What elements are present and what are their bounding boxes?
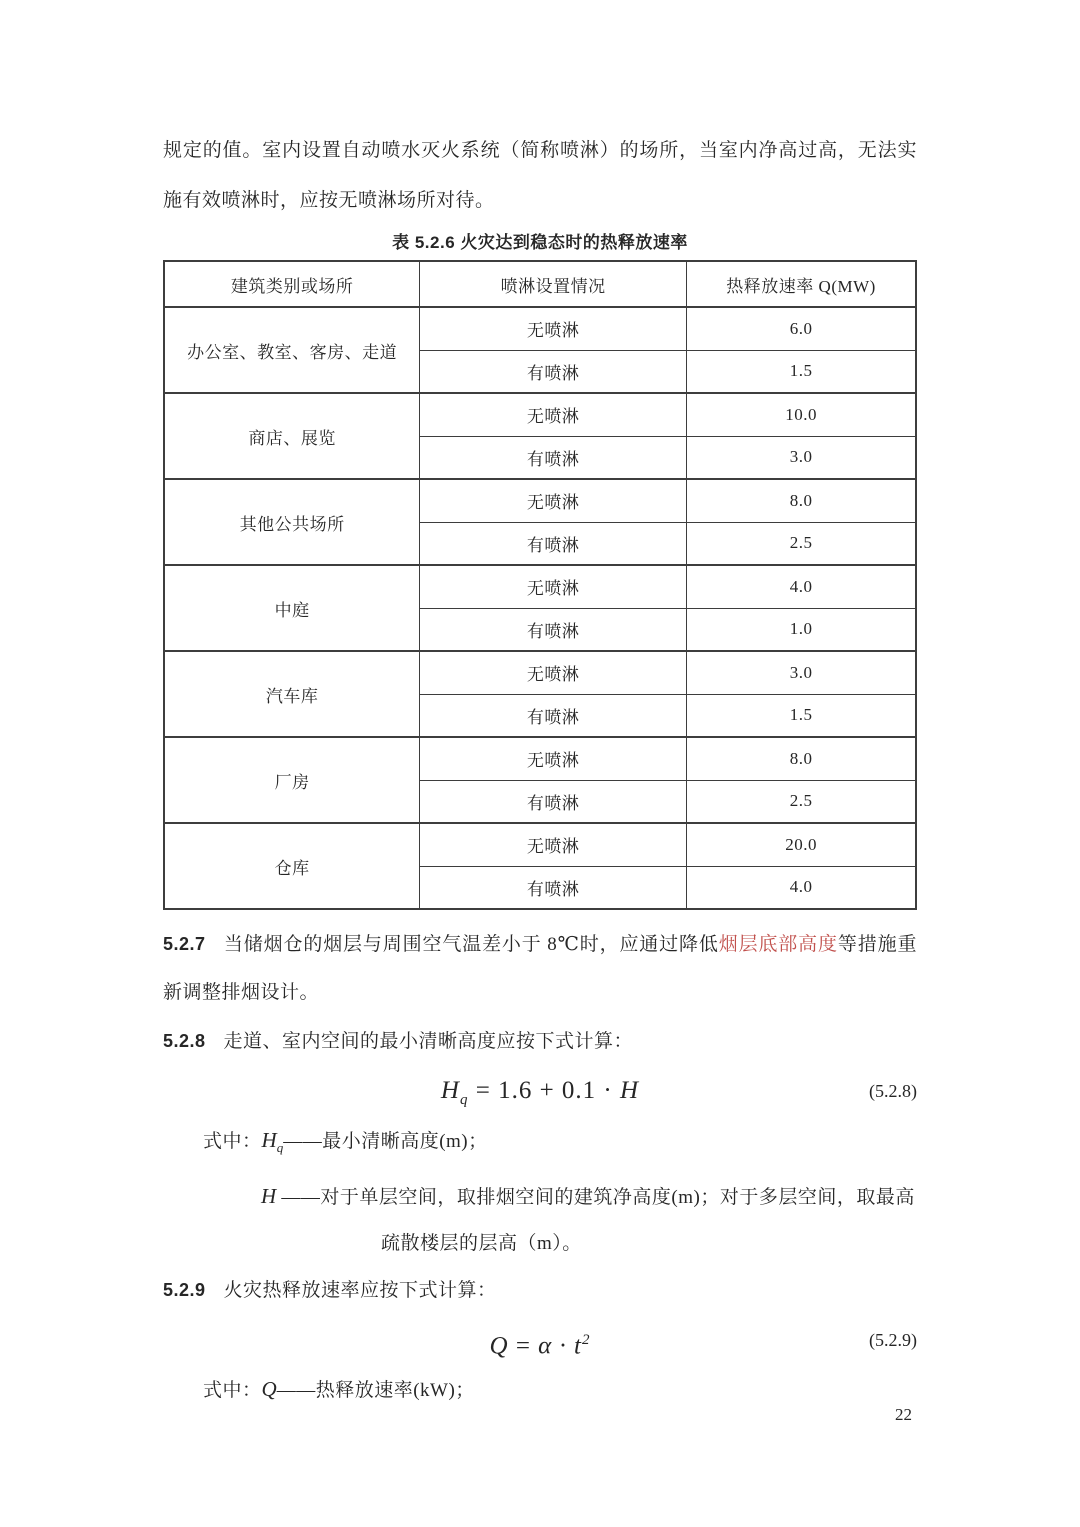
sprinkler-cell: 无喷淋 [420,479,687,522]
variable-hq: $H_q$ [261,1128,284,1156]
sprinkler-cell: 无喷淋 [420,651,687,694]
category-cell: 办公室、教室、客房、走道 [164,307,420,393]
variable-h-description-line1: ——对于单层空间，取排烟空间的建筑净高度(m)；对于多层空间，取最高 [281,1187,915,1209]
category-cell: 中庭 [164,565,420,651]
hrr-value-cell: 1.0 [687,608,916,651]
hrr-value-cell: 4.0 [687,565,916,608]
header-sprinkler-setting: 喷淋设置情况 [420,261,687,307]
formula-528-subscript: q [459,1092,469,1108]
hrr-value-cell: 1.5 [687,694,916,737]
table-row [164,393,916,436]
category-cell: 汽车库 [164,651,420,737]
table-row [164,307,916,350]
section-527-text-2: 等措施重新调整排烟设计。 [163,934,917,1003]
where-clause-q [163,1365,917,1415]
formula-529-row [163,1315,917,1365]
hrr-value-cell: 1.5 [687,350,916,393]
category-cell: 厂房 [164,737,420,823]
equation-number-528: (5.2.8) [869,1081,917,1101]
category-cell: 商店、展览 [164,393,420,479]
formula-529-equals: = [508,1332,539,1360]
variable-q-description: ——热释放速率(kW)； [276,1380,475,1402]
formula-528-rhs: H [620,1077,640,1104]
table-row [164,737,916,780]
sprinkler-cell: 无喷淋 [420,307,687,350]
formula-529-exponent: 2 [582,1332,591,1349]
intro-paragraph: 规定的值。室内设置自动喷水灭火系统（简称喷淋）的场所，当室内净高过高，无法实施有效喷淋时，应按无喷淋场所对待。 [163,140,917,211]
section-number-529: 5.2.9 [163,1280,206,1301]
sprinkler-cell: 无喷淋 [420,565,687,608]
section-number-527: 5.2.7 [163,934,206,954]
section-5-2-8 [163,1017,917,1066]
formula-529-lhs: Q [489,1332,509,1360]
sprinkler-cell: 有喷淋 [420,350,687,393]
table-row [164,651,916,694]
category-cell: 仓库 [164,823,420,909]
variable-h: H [261,1184,277,1209]
hrr-value-cell: 3.0 [687,436,916,479]
where-label-529: 式中： [203,1380,262,1402]
category-cell: 其他公共场所 [164,479,420,565]
sprinkler-cell: 有喷淋 [420,780,687,823]
sprinkler-cell: 有喷淋 [420,866,687,909]
formula-528-row [163,1066,917,1116]
section-529-title: 火灾热释放速率应按下式计算： [223,1280,497,1302]
table-row [164,565,916,608]
sprinkler-cell: 有喷淋 [420,522,687,565]
table-title: 表 5.2.6 火灾达到稳态时的热释放速率 [392,233,688,252]
section-528-title: 走道、室内空间的最小清晰高度应按下式计算： [223,1031,634,1052]
equation-number-529: (5.2.9) [869,1330,917,1351]
where-clause-h-continuation [163,1222,917,1266]
hrr-value-cell: 3.0 [687,651,916,694]
hrr-value-cell: 6.0 [687,307,916,350]
variable-h-description-line2: 疏散楼层的层高（m）。 [381,1233,582,1255]
hrr-value-cell: 20.0 [687,823,916,866]
variable-q: Q [261,1377,277,1402]
heat-release-rate-table [163,260,917,910]
header-building-category: 建筑类别或场所 [164,261,420,307]
section-5-2-7 [163,920,917,1017]
formula-529 [163,1315,917,1371]
hrr-value-cell: 10.0 [687,393,916,436]
hrr-value-cell: 2.5 [687,522,916,565]
sprinkler-cell: 无喷淋 [420,737,687,780]
variable-hq-description: ——最小清晰高度(m)； [283,1131,488,1152]
formula-528-lhs: H [440,1077,460,1104]
hrr-value-cell: 4.0 [687,866,916,909]
table-header-row [164,261,916,307]
formula-528 [163,1066,917,1125]
sprinkler-cell: 无喷淋 [420,393,687,436]
section-number-528: 5.2.8 [163,1031,206,1051]
section-5-2-9 [163,1266,917,1315]
hrr-value-cell: 2.5 [687,780,916,823]
formula-528-body: = 1.6 + 0.1 · [468,1077,621,1104]
sprinkler-cell: 有喷淋 [420,694,687,737]
page-number: 22 [895,1405,912,1424]
section-527-text-1: 当储烟仓的烟层与周围空气温差小于 8℃时，应通过降低 [223,934,719,955]
table-row [164,479,916,522]
hrr-value-cell: 8.0 [687,737,916,780]
where-label-528: 式中： [203,1131,262,1152]
hrr-value-cell: 8.0 [687,479,916,522]
section-527-highlighted-term: 烟层底部高度 [718,934,838,955]
sprinkler-cell: 无喷淋 [420,823,687,866]
sprinkler-cell: 有喷淋 [420,608,687,651]
formula-529-rhs: α · t [538,1332,582,1360]
table-row [164,823,916,866]
where-clause-h [163,1172,917,1222]
sprinkler-cell: 有喷淋 [420,436,687,479]
header-heat-release-rate: 热释放速率 Q(MW) [687,261,916,307]
